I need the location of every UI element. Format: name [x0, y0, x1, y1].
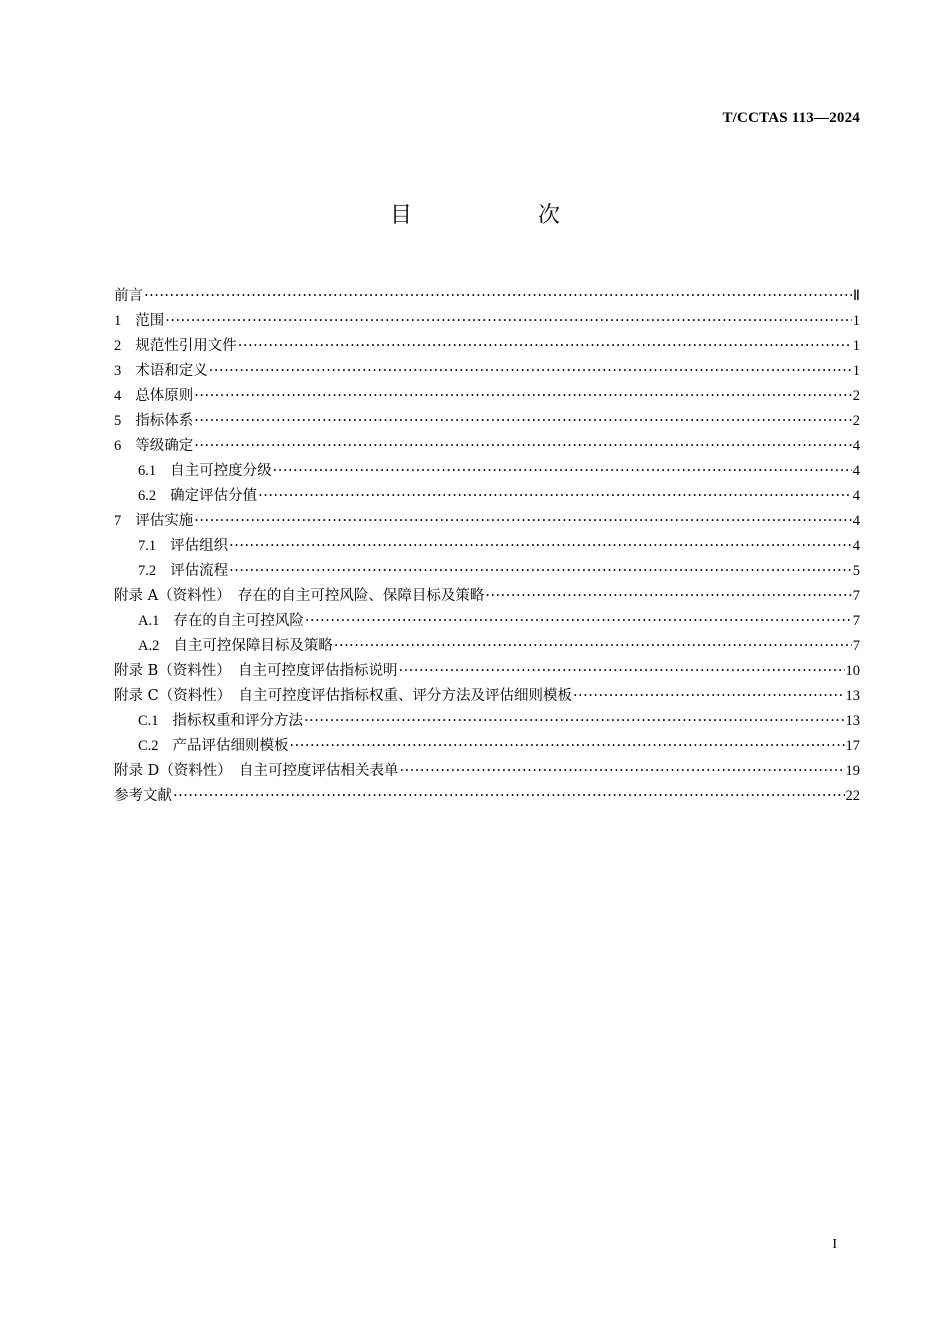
dot-leader	[209, 359, 852, 384]
toc-entry-number: 6.2	[138, 488, 157, 504]
toc-entry-references[interactable]	[114, 784, 860, 809]
dot-leader	[305, 609, 852, 634]
toc-entry-appendix-c[interactable]	[114, 684, 860, 709]
dot-leader	[194, 384, 852, 409]
toc-entry-number: 3	[114, 363, 122, 379]
toc-entry-page: 7	[852, 638, 860, 654]
dot-leader	[194, 409, 852, 434]
dot-leader	[273, 459, 852, 484]
toc-entry-page: 1	[852, 338, 860, 354]
standard-code: T/CCTAS 113—2024	[722, 110, 860, 126]
dot-leader	[229, 559, 852, 584]
toc-entry-foreword[interactable]	[114, 284, 860, 309]
toc-entry-title: 等级确定	[135, 438, 194, 454]
dot-leader	[173, 784, 845, 809]
dot-leader	[229, 534, 852, 559]
toc-entry-page: 4	[852, 513, 860, 529]
toc-entry-page: 22	[845, 788, 860, 804]
toc-entry-number: 6.1	[138, 463, 157, 479]
dot-leader	[304, 709, 844, 734]
toc-entry-title: 术语和定义	[135, 363, 208, 379]
toc-entry-title: 附录 A（资料性） 存在的自主可控风险、保障目标及策略	[114, 588, 485, 604]
toc-entry-1[interactable]	[114, 309, 860, 334]
toc-entry-title: 评估流程	[170, 563, 229, 579]
toc-entry-page: Ⅱ	[852, 288, 860, 304]
toc-entry-7[interactable]	[114, 509, 860, 534]
dot-leader	[144, 284, 852, 309]
toc-entry-4[interactable]	[114, 384, 860, 409]
toc-entry-number: 6	[114, 438, 122, 454]
dot-leader	[399, 759, 844, 784]
dot-leader	[573, 684, 845, 709]
toc-entry-number: 7.1	[138, 538, 157, 554]
toc-entry-a-2[interactable]	[114, 634, 860, 659]
toc-entry-title: 附录 D（资料性） 自主可控度评估相关表单	[114, 763, 399, 779]
page-title: 目 次	[389, 203, 612, 228]
dot-leader	[290, 734, 845, 759]
toc-entry-title: 自主可控度分级	[170, 463, 272, 479]
toc-entry-appendix-d[interactable]	[114, 759, 860, 784]
toc-entry-page: 2	[852, 413, 860, 429]
toc-entry-number: 5	[114, 413, 122, 429]
toc-entry-7-1[interactable]	[114, 534, 860, 559]
toc-entry-title: 指标权重和评分方法	[172, 713, 304, 729]
toc-entry-c-2[interactable]	[114, 734, 860, 759]
toc-entry-7-2[interactable]	[114, 559, 860, 584]
toc-entry-2[interactable]	[114, 334, 860, 359]
toc-entry-number: A.1	[138, 613, 160, 629]
toc-entry-6-1[interactable]	[114, 459, 860, 484]
dot-leader	[194, 509, 852, 534]
dot-leader	[334, 634, 852, 659]
toc-entry-title: 规范性引用文件	[135, 338, 237, 354]
toc-entry-title: 自主可控保障目标及策略	[173, 638, 333, 654]
toc-entry-6-2[interactable]	[114, 484, 860, 509]
toc-entry-number: 1	[114, 313, 122, 329]
toc-entry-page: 5	[852, 563, 860, 579]
toc-entry-page: 4	[852, 538, 860, 554]
toc-entry-title: 评估实施	[135, 513, 194, 529]
toc-entry-c-1[interactable]	[114, 709, 860, 734]
toc-entry-number: C.2	[138, 738, 159, 754]
toc-entry-page: 17	[845, 738, 860, 754]
dot-leader	[238, 334, 852, 359]
toc-entry-page: 1	[852, 363, 860, 379]
toc-entry-page: 4	[852, 488, 860, 504]
toc-entry-page: 2	[852, 388, 860, 404]
toc-entry-number: C.1	[138, 713, 159, 729]
toc-entry-title: 存在的自主可控风险	[173, 613, 304, 629]
toc-entry-5[interactable]	[114, 409, 860, 434]
toc-entry-page: 13	[845, 688, 860, 704]
toc-entry-appendix-b[interactable]	[114, 659, 860, 684]
toc-entry-title: 评估组织	[170, 538, 229, 554]
toc-entry-page: 7	[852, 588, 860, 604]
toc-entry-number: 7.2	[138, 563, 157, 579]
toc-entry-page: 4	[852, 438, 860, 454]
toc-entry-title: 产品评估细则模板	[172, 738, 289, 754]
dot-leader	[165, 309, 852, 334]
toc-entry-page: 10	[845, 663, 860, 679]
table-of-contents	[114, 284, 860, 809]
dot-leader	[399, 659, 845, 684]
toc-entry-number: 4	[114, 388, 122, 404]
toc-entry-page: 7	[852, 613, 860, 629]
toc-entry-a-1[interactable]	[114, 609, 860, 634]
toc-entry-title: 总体原则	[135, 388, 194, 404]
dot-leader	[194, 434, 852, 459]
toc-entry-page: 19	[845, 763, 860, 779]
toc-entry-title: 确定评估分值	[170, 488, 258, 504]
toc-entry-title: 附录 B（资料性） 自主可控度评估指标说明	[114, 663, 398, 679]
toc-entry-page: 1	[852, 313, 860, 329]
toc-entry-number: 7	[114, 513, 122, 529]
toc-entry-title: 前言	[114, 288, 143, 304]
toc-entry-page: 13	[845, 713, 860, 729]
toc-entry-6[interactable]	[114, 434, 860, 459]
toc-entry-title: 范围	[135, 313, 165, 329]
toc-entry-page: 4	[852, 463, 860, 479]
dot-leader	[485, 584, 851, 609]
toc-entry-title: 指标体系	[135, 413, 194, 429]
dot-leader	[258, 484, 852, 509]
toc-entry-appendix-a[interactable]	[114, 584, 860, 609]
toc-entry-number: 2	[114, 338, 122, 354]
toc-entry-title: 参考文献	[114, 788, 172, 804]
toc-entry-3[interactable]	[114, 359, 860, 384]
page-number: I	[832, 1237, 837, 1252]
toc-entry-title: 附录 C（资料性） 自主可控度评估指标权重、评分方法及评估细则模板	[114, 688, 572, 704]
toc-entry-number: A.2	[138, 638, 160, 654]
